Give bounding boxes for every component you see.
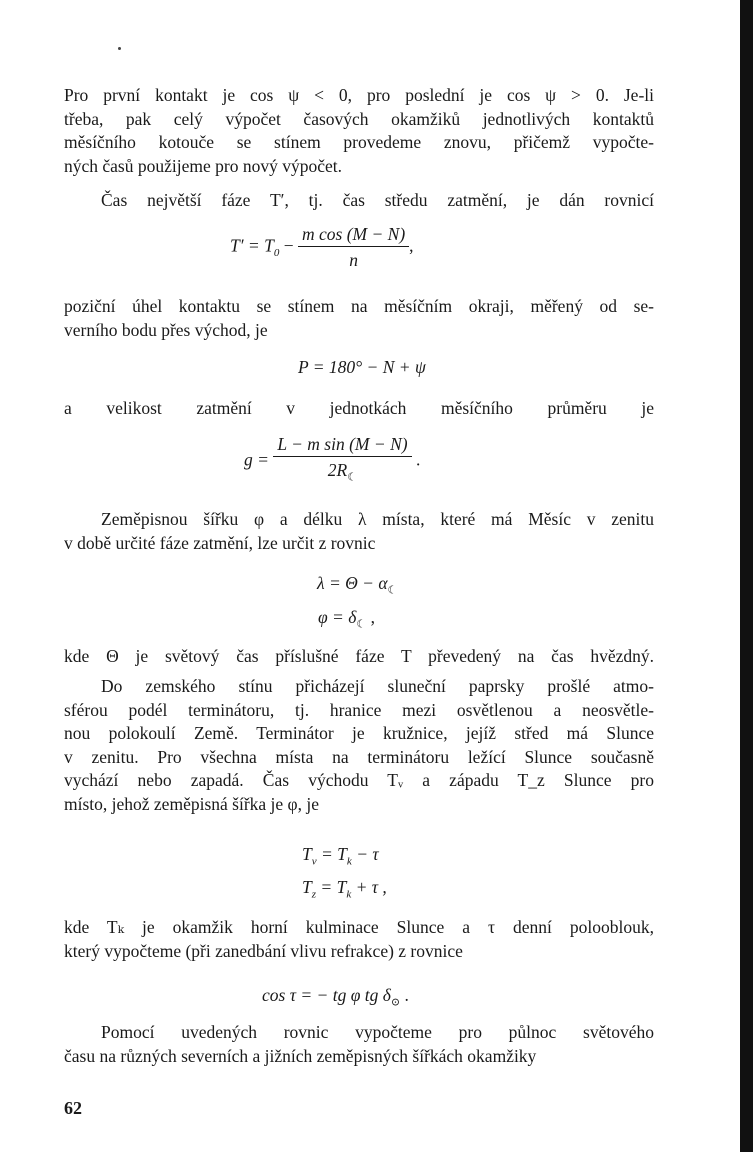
text-line: Zeměpisnou šířku φ a délku λ místa, které má Měsíc v zenitu [101, 509, 654, 529]
eq-part: − τ [351, 844, 379, 864]
text-line: kde Tₖ je okamžik horní kulminace Slunce a τ denní polooblouk, [64, 917, 654, 937]
paragraph-4 [64, 397, 654, 421]
equation-tv [302, 844, 379, 868]
eq-part: T [302, 877, 312, 897]
equation-phi [318, 607, 375, 631]
text-line: vychází nebo zapadá. Čas východu Tᵥ a západu T_z Slunce pro [64, 770, 654, 790]
eq-punct: , [409, 235, 414, 256]
eq-text: cos τ = − tg φ tg δ [262, 985, 391, 1005]
paragraph-8 [64, 916, 654, 963]
text-line: a velikost zatmění v jednotkách měsíčního průměru je [64, 398, 654, 418]
eq-fraction [298, 222, 409, 273]
eq-sub: k [346, 888, 352, 901]
text-line: v době určité fáze zatmění, lze určit z rovnic [64, 532, 376, 553]
text-line: místo, jehož zeměpisná šířka je φ, je [64, 793, 320, 814]
equation-g [244, 432, 420, 491]
text-line: ných časů použijeme pro nový výpočet. [64, 155, 342, 176]
eq-part: T [302, 844, 312, 864]
moon-symbol: ☾ [356, 618, 367, 631]
text-line: Pro první kontakt je cos ψ < 0, pro poslední je cos ψ > 0. Je-li [64, 85, 654, 105]
equation-lambda [317, 573, 397, 597]
text-line: měsíčního kotouče se stínem provedeme znovu, přičemž vypočte- [64, 132, 654, 152]
eq-numerator: L − m sin (M − N) [273, 432, 411, 457]
text-line: kde Θ je světový čas příslušné fáze T převedený na čas hvězdný. [64, 646, 654, 666]
eq-numerator: m cos (M − N) [298, 222, 409, 247]
paragraph-9 [64, 1021, 654, 1068]
paragraph-5 [64, 508, 654, 555]
text-line: poziční úhel kontaktu se stínem na měsíčním okraji, měřený od se- [64, 296, 654, 316]
eq-sub: 0 [273, 247, 280, 260]
eq-part: + τ , [351, 877, 387, 897]
text-line: verního bodu přes východ, je [64, 319, 268, 340]
page-number: 62 [64, 1098, 82, 1118]
eq-sub: z [311, 888, 317, 901]
paragraph-3 [64, 295, 654, 342]
text-line: Pomocí uvedených rovnic vypočteme pro půlnoc světového [101, 1022, 654, 1042]
text-line: Do zemského stínu přicházejí sluneční paprsky prošlé atmo- [101, 676, 654, 696]
eq-denominator: n [349, 250, 358, 270]
text-line: nou polokoulí Země. Terminátor je kružnice, jejíž střed má Slunce [64, 723, 654, 743]
text-line: v zenitu. Pro všechna místa na terminátoru ležící Slunce současně [64, 746, 654, 767]
eq-fraction [273, 432, 411, 491]
equation-t-prime [230, 222, 414, 273]
eq-part: = T [316, 844, 347, 864]
eq-punct: . [415, 449, 421, 470]
ink-speck [118, 47, 121, 50]
eq-lhs: g = [244, 449, 269, 470]
equation-cos-tau [262, 985, 409, 1009]
paragraph-1 [64, 84, 654, 178]
eq-op: − [283, 235, 294, 256]
eq-denominator: 2R [327, 460, 348, 480]
sun-symbol: ⊙ [390, 996, 401, 1009]
eq-part: = T [316, 877, 347, 897]
text-line: Čas největší fáze T′, tj. čas středu zatmění, je dán rovnicí [101, 190, 654, 210]
eq-sub: v [311, 855, 317, 868]
paragraph-6 [64, 645, 654, 669]
eq-lhs: T′ = T [230, 235, 274, 256]
text-line: který vypočteme (při zanedbání vlivu refrakce) z rovnice [64, 940, 463, 961]
equation-p [298, 357, 426, 378]
eq-text: P = 180° − N + ψ [298, 357, 426, 377]
eq-sub: k [346, 855, 352, 868]
eq-punct: , [370, 607, 376, 627]
page-edge-shadow [740, 0, 753, 1152]
text-line: času na různých severních a jižních zeměpisných šířkách okamžiky [64, 1045, 537, 1066]
text-line: sférou podél terminátoru, tj. hranice mezi osvětlenou a neosvětle- [64, 699, 654, 720]
paragraph-7 [64, 675, 654, 816]
equation-tz [302, 877, 387, 901]
eq-punct: . [404, 985, 409, 1005]
moon-symbol: ☾ [387, 584, 398, 597]
moon-symbol: ☾ [347, 471, 358, 484]
eq-text: λ = Θ − α [317, 573, 388, 593]
text-line: třeba, pak celý výpočet časových okamžiků jednotlivých kontaktů [64, 108, 654, 129]
eq-text: φ = δ [318, 607, 357, 627]
paragraph-2 [64, 189, 654, 213]
